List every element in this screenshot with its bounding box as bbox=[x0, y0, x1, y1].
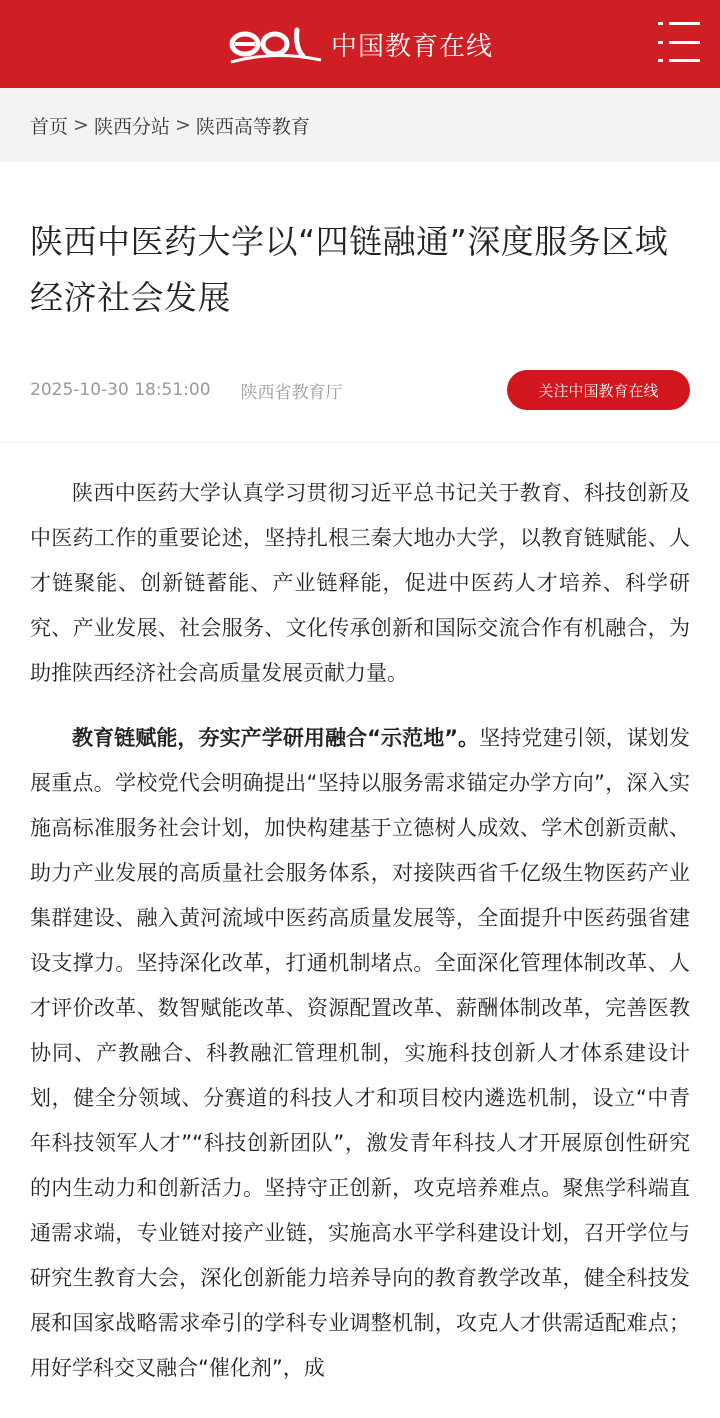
paragraph-lead: 教育链赋能，夯实产学研用融合“示范地”。 bbox=[72, 726, 480, 750]
breadcrumb-higher-education[interactable]: 陕西高等教育 bbox=[195, 115, 310, 138]
article-title: 陕西中医药大学以“四链融通”深度服务区域经济社会发展 bbox=[30, 222, 669, 317]
paragraph-text: 陕西中医药大学认真学习贯彻习近平总书记关于教育、科技创新及中医药工作的重要论述，坚持扎根三秦大地办大学，以教育链赋能、人才链聚能、创新链蓄能、产业链释能，促进中医药人才培养、科学研究、产业发展、社会服务、文化传承创新和国际交流合作有机融合，为助推陕西经济社会高质量发展贡献力量。 bbox=[30, 481, 690, 685]
publish-datetime: 2025-10-30 18:51:00 bbox=[30, 380, 211, 400]
menu-icon bbox=[658, 22, 700, 25]
breadcrumb-shaanxi-branch[interactable]: 陕西分站 bbox=[93, 115, 170, 138]
article-paragraph bbox=[30, 471, 690, 696]
breadcrumb bbox=[0, 88, 720, 162]
breadcrumb-home[interactable]: 首页 bbox=[30, 115, 69, 138]
breadcrumb-separator: > bbox=[174, 114, 191, 136]
site-name: 中国教育在线 bbox=[330, 31, 493, 62]
site-header bbox=[0, 0, 720, 88]
article-paragraph bbox=[30, 716, 690, 1391]
brand[interactable] bbox=[227, 20, 493, 68]
article-source: 陕西省教育厅 bbox=[240, 382, 343, 403]
paragraph-text: 坚持党建引领，谋划发展重点。学校党代会明确提出“坚持以服务需求锚定办学方向”，深入实施高标准服务社会计划，加快构建基于立德树人成效、学术创新贡献、助力产业发展的高质量社会服务体系，对接陕西省千亿级生物医药产业集群建设、融入黄河流域中医药高质量发展等，全面提升中医药强省建设支撑力。坚持深化改革，打通机制堵点。全面深化管理体制改革、人才评价改革、数智赋能改革、资源配置改革、薪酬体制改革，完善医教协同、产教融合、科教融汇管理机制，实施科技创新人才体系建设计划，健全分领域、分赛道的科技人才和项目校内遴选机制，设立“中青年科技领军人才”“科技创新团队”，激发青年科技人才开展原创性研究的内生动力和创新活力。坚持守正创新，攻克培养难点。聚焦学科端直通需求端，专业链对接产业链，实施高水平学科建设计划，召开学位与研究生教育大会，深化创新能力培养导向的教育教学改革，健全科技发展和国家战略需求牵引的学科专业调整机制，攻克人才供需适配难点；用好学科交叉融合“催化剂”，成 bbox=[30, 726, 691, 1380]
menu-button[interactable] bbox=[658, 22, 700, 62]
eol-logo-icon bbox=[227, 20, 323, 68]
breadcrumb-separator: > bbox=[73, 114, 89, 136]
article-meta bbox=[30, 370, 690, 410]
article-body bbox=[0, 443, 720, 1391]
follow-button[interactable]: 关注中国教育在线 bbox=[507, 370, 690, 410]
